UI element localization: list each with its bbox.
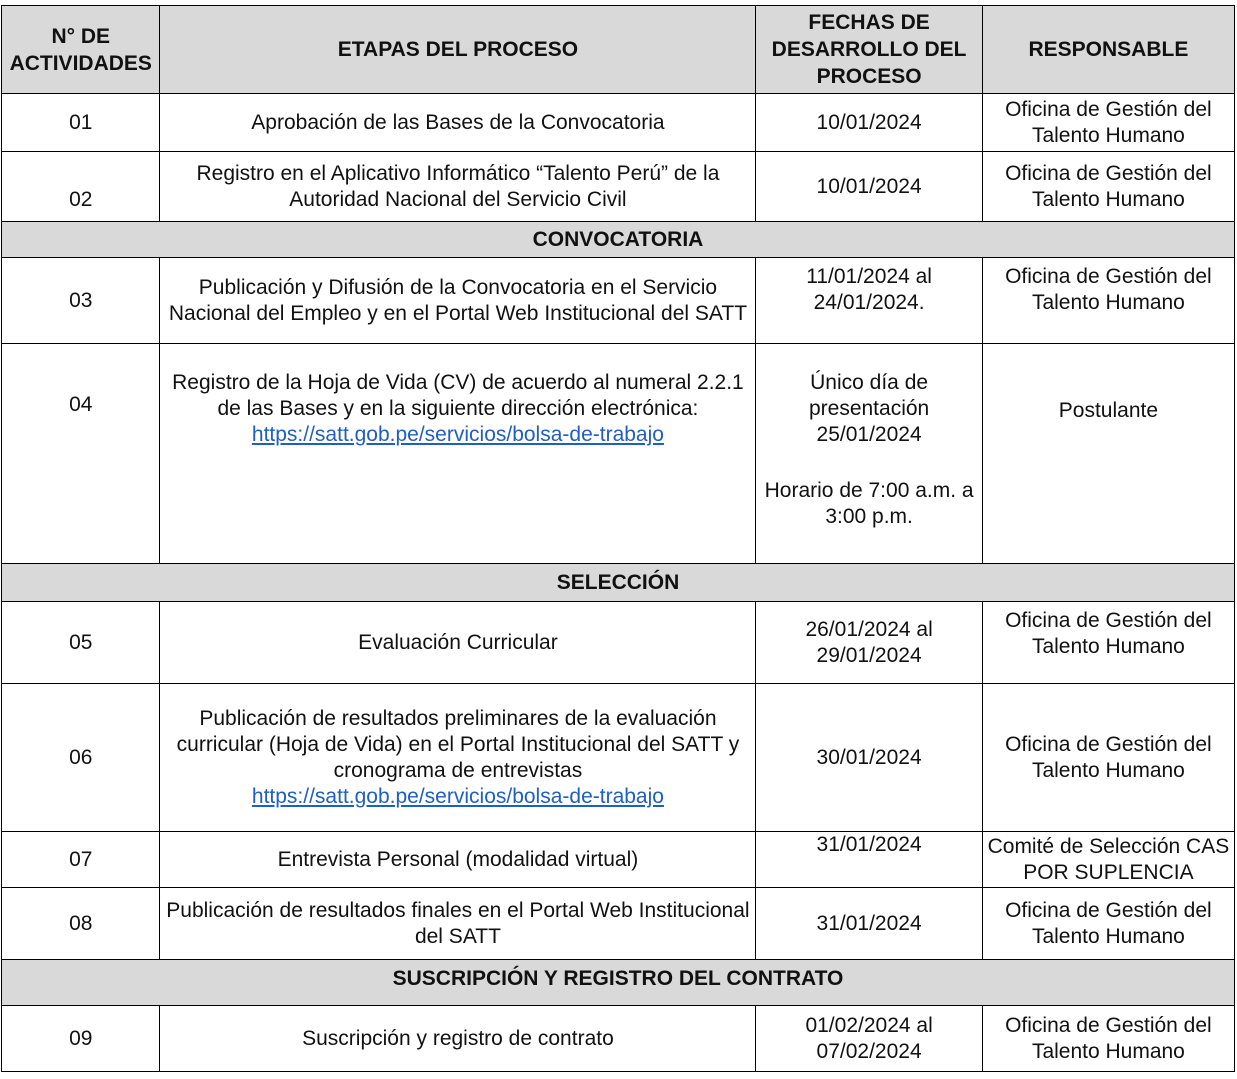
row-fecha: 31/01/2024 xyxy=(756,888,982,960)
table-row xyxy=(2,94,1235,152)
header-num: N° DE ACTIVIDADES xyxy=(2,6,160,94)
section-seleccion: SELECCIÓN xyxy=(2,564,1235,602)
row-etapa: Publicación de resultados preliminares de la evaluación curricular (Hoja de Vida) en el Portal Institucional del SATT y cronograma de entrevistas xyxy=(176,706,740,782)
row-responsable: Comité de Selección CAS POR SUPLENCIA xyxy=(982,832,1234,888)
table-row xyxy=(2,602,1235,684)
header-row xyxy=(2,6,1235,94)
row-num: 05 xyxy=(2,602,160,684)
row-etapa-cell xyxy=(160,344,756,564)
section-row xyxy=(2,960,1235,1006)
section-suscripcion: SUSCRIPCIÓN Y REGISTRO DEL CONTRATO xyxy=(2,960,1235,1006)
row-etapa: Registro en el Aplicativo Informático “Talento Perú” de la Autoridad Nacional del Servicio Civil xyxy=(160,152,756,222)
row-horario: Horario de 7:00 a.m. a 3:00 p.m. xyxy=(764,479,974,528)
row-num: 09 xyxy=(2,1006,160,1072)
header-etapas: ETAPAS DEL PROCESO xyxy=(160,6,756,94)
row-etapa: Aprobación de las Bases de la Convocatoria xyxy=(160,94,756,152)
bolsa-trabajo-link[interactable]: https://satt.gob.pe/servicios/bolsa-de-trabajo xyxy=(251,423,664,446)
row-num: 02 xyxy=(2,152,160,222)
row-fecha: 31/01/2024 xyxy=(756,832,982,888)
row-etapa: Publicación de resultados finales en el Portal Web Institucional del SATT xyxy=(160,888,756,960)
row-fecha: Único día de presentación 25/01/2024 xyxy=(808,371,930,446)
table-row xyxy=(2,152,1235,222)
section-row xyxy=(2,564,1235,602)
header-fechas: FECHAS DE DESARROLLO DEL PROCESO xyxy=(756,6,982,94)
row-etapa: Evaluación Curricular xyxy=(160,602,756,684)
section-row xyxy=(2,222,1235,258)
row-etapa-cell xyxy=(160,684,756,832)
table-row xyxy=(2,258,1235,344)
row-etapa: Entrevista Personal (modalidad virtual) xyxy=(160,832,756,888)
row-fecha: 10/01/2024 xyxy=(756,94,982,152)
row-responsable: Oficina de Gestión del Talento Humano xyxy=(982,602,1234,684)
row-fecha-cell xyxy=(756,344,982,564)
row-fecha: 10/01/2024 xyxy=(756,152,982,222)
row-responsable: Oficina de Gestión del Talento Humano xyxy=(982,152,1234,222)
row-responsable: Postulante xyxy=(982,344,1234,564)
schedule-table xyxy=(1,5,1235,1072)
row-num: 03 xyxy=(2,258,160,344)
header-responsable: RESPONSABLE xyxy=(982,6,1234,94)
row-responsable: Oficina de Gestión del Talento Humano xyxy=(982,684,1234,832)
table-row xyxy=(2,888,1235,960)
row-fecha: 11/01/2024 al 24/01/2024. xyxy=(756,258,982,344)
row-responsable: Oficina de Gestión del Talento Humano xyxy=(982,888,1234,960)
row-fecha: 30/01/2024 xyxy=(756,684,982,832)
spacer xyxy=(760,448,977,478)
row-etapa: Suscripción y registro de contrato xyxy=(160,1006,756,1072)
table-row xyxy=(2,1006,1235,1072)
row-num: 06 xyxy=(2,684,160,832)
table-row xyxy=(2,344,1235,564)
table-row xyxy=(2,832,1235,888)
row-responsable: Oficina de Gestión del Talento Humano xyxy=(982,94,1234,152)
row-num: 01 xyxy=(2,94,160,152)
row-responsable: Oficina de Gestión del Talento Humano xyxy=(982,1006,1234,1072)
row-num: 07 xyxy=(2,832,160,888)
row-num: 08 xyxy=(2,888,160,960)
bolsa-trabajo-link[interactable]: https://satt.gob.pe/servicios/bolsa-de-trabajo xyxy=(251,784,664,808)
table-row xyxy=(2,684,1235,832)
section-convocatoria: CONVOCATORIA xyxy=(2,222,1235,258)
row-fecha: 26/01/2024 al 29/01/2024 xyxy=(756,602,982,684)
row-etapa: Publicación y Difusión de la Convocatoria en el Servicio Nacional del Empleo y en el Portal Web Institucional del SATT xyxy=(160,258,756,344)
row-etapa: Registro de la Hoja de Vida (CV) de acuerdo al numeral 2.2.1 de las Bases y en la siguiente dirección electrónica: xyxy=(172,371,744,420)
row-fecha: 01/02/2024 al 07/02/2024 xyxy=(756,1006,982,1072)
row-responsable: Oficina de Gestión del Talento Humano xyxy=(982,258,1234,344)
row-num: 04 xyxy=(2,344,160,564)
